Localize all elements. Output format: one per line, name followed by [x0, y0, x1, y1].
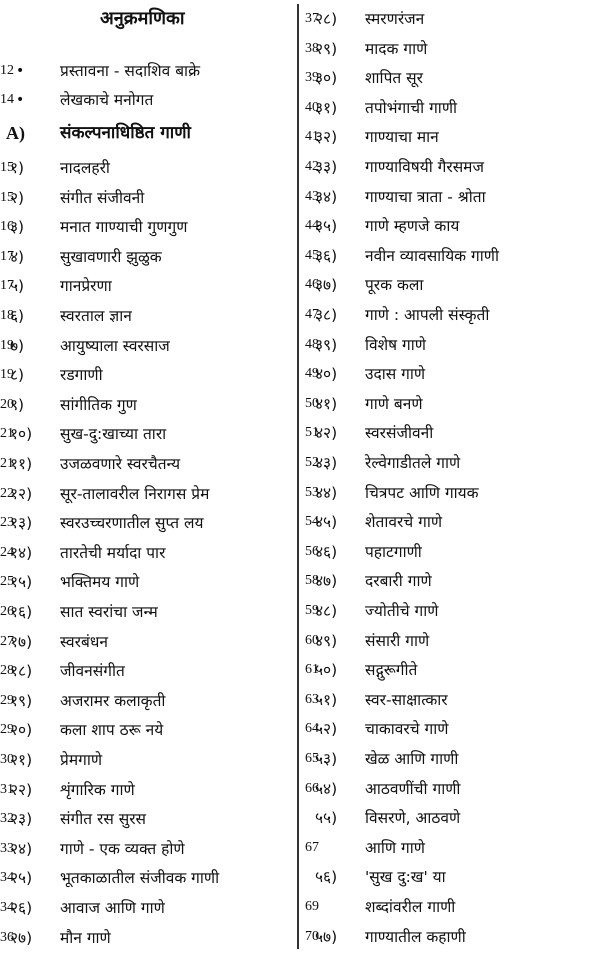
entry-page-number: 66 [305, 781, 319, 796]
entry-page-number: 59 [305, 603, 319, 618]
entry-number: ४) [10, 248, 25, 266]
toc-entry [305, 596, 595, 626]
entry-page-number: 64 [305, 721, 319, 736]
entry-page-number: 38 [305, 41, 319, 56]
entry-page-number: 41 [305, 129, 319, 144]
entry-number: १) [10, 159, 25, 177]
entry-number: १५) [10, 573, 33, 591]
entry-title: तपोभंगाची गाणी [365, 99, 458, 117]
entry-title: आवाज आणि गाणे [60, 899, 165, 917]
entry-title: पूरक कला [365, 276, 424, 294]
entry-title: गानप्रेरणा [60, 277, 112, 295]
entry-title: स्वरताल ज्ञान [60, 307, 132, 325]
entry-page-number: 58 [305, 573, 319, 588]
toc-entry [0, 301, 290, 331]
front-matter-row [0, 56, 290, 86]
entry-number: ४६) [315, 543, 338, 561]
entry-number: १०) [10, 425, 33, 443]
entry-page-number: 30 [0, 752, 14, 767]
entry-number: ३८) [315, 306, 338, 324]
entry-number: ५७) [315, 928, 338, 946]
toc-entry [0, 775, 290, 805]
entry-page-number: 21 [0, 426, 14, 441]
toc-entry [0, 419, 290, 449]
entry-page-number: 45 [305, 248, 319, 263]
entry-page-number: 51 [305, 425, 319, 440]
entry-number: ८) [10, 366, 25, 384]
toc-heading: अनुक्रमणिका [100, 8, 185, 29]
toc-entry [305, 152, 595, 182]
toc-entry [0, 331, 290, 361]
toc-entry [0, 271, 290, 301]
toc-entry [305, 211, 595, 241]
toc-entry [0, 804, 290, 834]
toc-entry [0, 508, 290, 538]
entry-title: ज्योतीचे गाणे [365, 602, 439, 620]
entry-page-number: 34 [0, 900, 14, 915]
entry-title-continued: शब्दांवरील गाणी [365, 898, 456, 916]
entry-page-number: 16 [0, 219, 14, 234]
entry-number: ५१) [315, 691, 338, 709]
toc-entry [0, 390, 290, 420]
entry-number: २३) [10, 810, 33, 828]
entry-title: 'सुख दु:ख' या [365, 868, 446, 886]
entry-title: सद्गुरूगीते [365, 661, 418, 679]
entry-number: १७) [10, 633, 33, 651]
entry-page-number: 65 [305, 751, 319, 766]
entry-title: अजरामर कलाकृती [60, 692, 166, 710]
entry-page-number: 33 [0, 841, 14, 856]
entry-title: स्वर-साक्षात्कार [365, 691, 448, 709]
entry-number: ५४) [315, 780, 338, 798]
entry-page-number: 17 [0, 278, 14, 293]
toc-entry [305, 418, 595, 448]
entry-number: २) [10, 189, 25, 207]
toc-entry-continuation [305, 833, 595, 863]
entry-number: ३३) [315, 158, 338, 176]
entry-title: सुखावणारी झुळुक [60, 248, 162, 266]
entry-page-number: 29 [0, 722, 14, 737]
entry-title: नवीन व्यावसायिक गाणी [365, 247, 499, 265]
entry-title: गाणे म्हणजे काय [365, 217, 460, 235]
toc-entry [305, 566, 595, 596]
entry-title: प्रस्तावना - सदाशिव बाक्रे [60, 62, 200, 80]
entry-title: कला शाप ठरू नये [60, 721, 164, 739]
toc-entry [305, 359, 595, 389]
entry-title: गाणे - एक व्यक्त होणे [60, 840, 185, 858]
entry-title: तारतेची मर्यादा पार [60, 544, 166, 562]
entry-number: ३९) [315, 336, 338, 354]
entry-page-number: 56 [305, 544, 319, 559]
entry-number: ३४) [315, 188, 338, 206]
entry-title: चाकावरचे गाणे [365, 720, 449, 738]
entry-number: ४२) [315, 424, 338, 442]
entry-number: ३६) [315, 247, 338, 265]
entry-title: खेळ आणि गाणी [365, 750, 459, 768]
entry-page-number: 61 [305, 662, 319, 677]
entry-page-number: 28 [0, 663, 14, 678]
toc-entry [0, 893, 290, 923]
toc-entry [305, 922, 595, 952]
toc-entry [305, 122, 595, 152]
entry-number: ११) [10, 455, 33, 473]
entry-title: मनात गाण्याची गुणगुण [60, 218, 188, 236]
entry-page-number: 31 [0, 782, 14, 797]
entry-number: ४९) [315, 632, 338, 650]
entry-number: ७) [10, 337, 25, 355]
entry-title: लेखकाचे मनोगत [60, 91, 154, 109]
toc-entry [305, 330, 595, 360]
entry-number: २०) [10, 721, 33, 739]
entry-title: गाण्याविषयी गैरसमज [365, 158, 484, 176]
entry-title: उदास गाणे [365, 365, 426, 383]
entry-page-number: 42 [305, 159, 319, 174]
entry-page-number: 25 [0, 574, 14, 589]
entry-title: सांगीतिक गुण [60, 396, 137, 414]
entry-number: २२) [10, 781, 33, 799]
toc-entry [0, 627, 290, 657]
entry-page-number: 21 [0, 456, 14, 471]
entry-page-number: 53 [305, 485, 319, 500]
entry-number: ४१) [315, 395, 338, 413]
entry-number: ६) [10, 307, 25, 325]
entry-number: ३१) [315, 99, 338, 117]
bullet-icon: • [16, 63, 25, 79]
entry-page-number: 19 [0, 367, 14, 382]
entry-page-number: 36 [0, 930, 14, 945]
entry-title: सात स्वरांचा जन्म [60, 603, 158, 621]
entry-page-number: 69 [305, 899, 319, 914]
toc-entry [305, 241, 595, 271]
entry-title: पहाटगाणी [365, 543, 422, 561]
entry-page-number: 24 [0, 545, 14, 560]
entry-number: ३) [10, 218, 25, 236]
entry-number: १४) [10, 544, 33, 562]
toc-entry [305, 803, 595, 833]
entry-page-number: 54 [305, 514, 319, 529]
entry-page-number: 44 [305, 218, 319, 233]
entry-title: गाण्यातील कहाणी [365, 928, 466, 946]
entry-number: २५) [10, 869, 33, 887]
toc-entry [305, 537, 595, 567]
toc-entry [305, 714, 595, 744]
entry-title: विशेष गाणे [365, 336, 427, 354]
entry-page-number: 50 [305, 396, 319, 411]
toc-entry [0, 567, 290, 597]
toc-entry [0, 715, 290, 745]
entry-page-number: 17 [0, 249, 14, 264]
entry-title: आठवणींची गाणी [365, 780, 461, 798]
toc-entry [305, 685, 595, 715]
toc-entry [305, 63, 595, 93]
entry-page-number: 19 [0, 338, 14, 353]
entry-title: विसरणे, आठवणे [365, 809, 461, 827]
entry-page-number: 14 [0, 92, 14, 107]
entry-number: ४७) [315, 572, 338, 590]
entry-page-number: 43 [305, 189, 319, 204]
column-divider [297, 4, 299, 949]
entry-page-number: 15 [0, 190, 14, 205]
toc-entry-continuation [305, 892, 595, 922]
entry-number: १३) [10, 514, 33, 532]
front-matter-row [0, 85, 290, 115]
entry-number: २१) [10, 751, 33, 769]
toc-entry [305, 626, 595, 656]
entry-number: १२) [10, 485, 33, 503]
toc-entry [0, 597, 290, 627]
toc-entry [0, 183, 290, 213]
toc-entry [305, 4, 595, 34]
entry-page-number: 40 [305, 100, 319, 115]
entry-title: दरबारी गाणे [365, 572, 432, 590]
entry-title: चित्रपट आणि गायक [365, 484, 479, 502]
entry-number: १९) [10, 692, 33, 710]
entry-number: २८) [315, 10, 338, 28]
toc-entry [305, 182, 595, 212]
entry-number: ४३) [315, 454, 338, 472]
entry-title: प्रेमगाणे [60, 751, 103, 769]
toc-entry [0, 212, 290, 242]
entry-page-number: 32 [0, 811, 14, 826]
entry-number: २४) [10, 840, 33, 858]
entry-page-number: 26 [0, 604, 14, 619]
entry-title: संगीत रस सुरस [60, 810, 147, 828]
entry-number: ३७) [315, 276, 338, 294]
entry-number: ४८) [315, 602, 338, 620]
toc-entry [305, 448, 595, 478]
toc-entry [0, 745, 290, 775]
entry-number: ५६) [315, 868, 338, 886]
toc-entry [305, 300, 595, 330]
toc-entry [0, 656, 290, 686]
entry-page-number: 15 [0, 160, 14, 175]
entry-title: रडगाणी [60, 366, 103, 384]
toc-entry [0, 923, 290, 953]
entry-page-number: 70 [305, 929, 319, 944]
entry-title: संगीत संजीवनी [60, 189, 145, 207]
entry-page-number: 47 [305, 307, 319, 322]
entry-page-number: 20 [0, 397, 14, 412]
entry-number: ३२) [315, 128, 338, 146]
entry-page-number: 67 [305, 840, 319, 855]
entry-title: शेतावरचे गाणे [365, 513, 443, 531]
entry-page-number: 12 [0, 63, 14, 78]
entry-number: १६) [10, 603, 33, 621]
entry-number: ९) [10, 396, 25, 414]
toc-entry [0, 360, 290, 390]
toc-entry [0, 449, 290, 479]
entry-number: २७) [10, 929, 33, 947]
toc-entry [0, 242, 290, 272]
toc-entry [305, 507, 595, 537]
entry-title: शापित सूर [365, 69, 423, 87]
entry-title: रेल्वेगाडीतले गाणे [365, 454, 461, 472]
entry-page-number: 39 [305, 70, 319, 85]
entry-title: नादलहरी [60, 159, 110, 177]
entry-page-number: 34 [0, 870, 14, 885]
left-column [0, 0, 290, 953]
entry-page-number: 29 [0, 693, 14, 708]
toc-entry [0, 686, 290, 716]
section-heading-row [0, 118, 290, 148]
entry-page-number: 22 [0, 486, 14, 501]
entry-page-number: 63 [305, 692, 319, 707]
entry-title: जीवनसंगीत [60, 662, 125, 680]
entry-number: १८) [10, 662, 33, 680]
entry-page-number: 27 [0, 634, 14, 649]
entry-title: भूतकाळातील संजीवक गाणी [60, 869, 220, 887]
entry-page-number: 48 [305, 337, 319, 352]
entry-title: मौन गाणे [60, 929, 111, 947]
entry-title: गाण्याचा मान [365, 128, 439, 146]
right-column [305, 0, 595, 953]
toc-entry [305, 774, 595, 804]
entry-number: २६) [10, 899, 33, 917]
entry-number: ५३) [315, 750, 338, 768]
entry-number: ४०) [315, 365, 338, 383]
entry-page-number: 18 [0, 308, 14, 323]
entry-title: भक्तिमय गाणे [60, 573, 140, 591]
entry-number: ५) [10, 277, 25, 295]
toc-entry [0, 538, 290, 568]
entry-title: शृंगारिक गाणे [60, 781, 135, 799]
toc-entry [305, 655, 595, 685]
entry-title: आयुष्याला स्वरसाज [60, 337, 170, 355]
toc-entry [305, 389, 595, 419]
entry-page-number: 49 [305, 366, 319, 381]
entry-title: स्मरणरंजन [365, 10, 425, 28]
toc-entry [0, 153, 290, 183]
toc-entry [305, 862, 595, 892]
entry-title: स्वरसंजीवनी [365, 424, 434, 442]
toc-entry [305, 270, 595, 300]
entry-title: स्वरबंधन [60, 633, 108, 651]
entry-title: गाणे : आपली संस्कृती [365, 306, 490, 324]
entry-number: ५२) [315, 720, 338, 738]
bullet-icon: • [16, 92, 25, 108]
toc-entry [305, 744, 595, 774]
entry-page-number: 52 [305, 455, 319, 470]
entry-title: मादक गाणे [365, 40, 428, 58]
entry-page-number: 37 [305, 11, 319, 26]
entry-number: ३०) [315, 69, 338, 87]
entry-number: ४४) [315, 484, 338, 502]
section-label: A) [6, 123, 25, 143]
entry-title: संसारी गाणे [365, 632, 430, 650]
toc-entry [0, 863, 290, 893]
toc-entry [0, 834, 290, 864]
entry-number: ३५) [315, 217, 338, 235]
entry-title: गाणे बनणे [365, 395, 423, 413]
entry-title: सूर-तालावरील निरागस प्रेम [60, 485, 210, 503]
entry-title-continued: आणि गाणे [365, 839, 425, 857]
entry-number: २९) [315, 40, 338, 58]
toc-entry [305, 93, 595, 123]
toc-entry [0, 479, 290, 509]
entry-page-number: 60 [305, 633, 319, 648]
entry-number: ५०) [315, 661, 338, 679]
entry-title: उजळवणारे स्वरचैतन्य [60, 455, 181, 473]
toc-entry [305, 478, 595, 508]
entry-number: ५५) [315, 809, 338, 827]
entry-page-number: 46 [305, 277, 319, 292]
toc-entry [305, 34, 595, 64]
entry-title: स्वरउच्चरणातील सुप्त लय [60, 514, 204, 532]
entry-number: ४५) [315, 513, 338, 531]
entry-title: गाण्याचा त्राता - श्रोता [365, 188, 486, 206]
section-title: संकल्पनाधिष्ठित गाणी [60, 123, 191, 143]
entry-title: सुख-दु:खाच्या तारा [60, 425, 167, 443]
entry-page-number: 23 [0, 515, 14, 530]
